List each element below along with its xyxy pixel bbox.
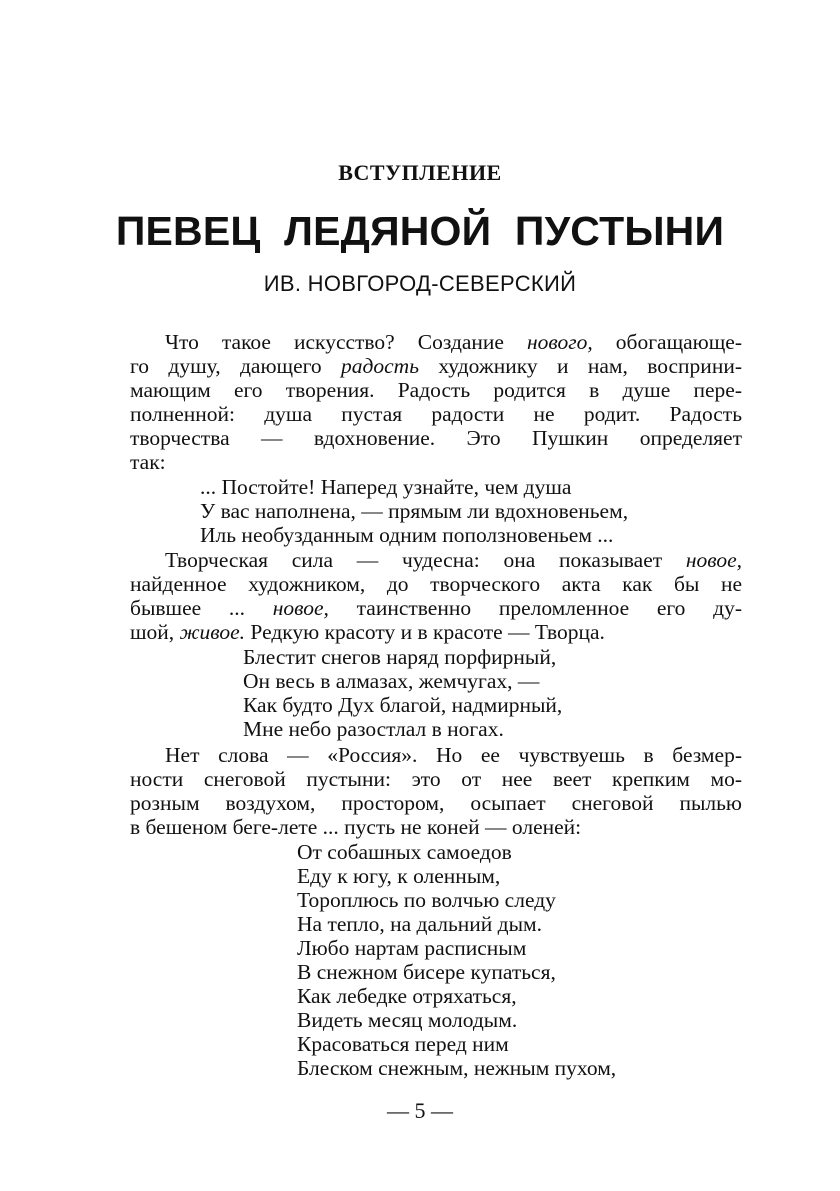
paragraph-3-line: розным воздухом, простором, осыпает снеговой пылью (130, 791, 742, 815)
verse-line: Любо нартам расписным (297, 936, 527, 960)
paragraph-2-line: найденное художником, до творческого акта как бы не (130, 572, 742, 596)
verse-line: Иль необузданным одним поползновеньем ... (200, 523, 614, 547)
paragraph-1-line: мающим его творения. Радость родится в душе пере- (130, 378, 742, 402)
chapter-title: ПЕВЕЦ ЛЕДЯНОЙ ПУСТЫНИ (115, 208, 725, 254)
verse-line: Как лебедке отряхаться, (297, 984, 517, 1008)
paragraph-1-line: Что такое искусство? Создание нового, обогащающе- (165, 330, 742, 354)
verse-line: В снежном бисере купаться, (297, 960, 556, 984)
verse-line: У вас наполнена, — прямым ли вдохновеньем, (200, 499, 629, 523)
paragraph-1-line: творчества — вдохновение. Это Пушкин определяет (130, 426, 742, 450)
paragraph-2-line: шой, живое. Редкую красоту и в красоте — Творца. (130, 620, 605, 644)
paragraph-2-line: Творческая сила — чудесна: она показывает новое, (165, 548, 742, 572)
paragraph-3-line: в бешеном беге-лете ... пусть не коней — оленей: (130, 815, 582, 839)
paragraph-1-line: го душу, дающего радость художнику и нам, восприни- (130, 354, 742, 378)
verse-line: Видеть месяц молодым. (297, 1008, 518, 1032)
verse-line: Тороплюсь по волчью следу (297, 888, 556, 912)
verse-line: Блеском снежным, нежным пухом, (297, 1056, 617, 1080)
verse-line: От собашных самоедов (297, 840, 512, 864)
section-heading: ВСТУПЛЕНИЕ (338, 160, 502, 185)
verse-line: Еду к югу, к оленным, (297, 864, 501, 888)
paragraph-1-line: так: (130, 450, 166, 474)
verse-line: ... Постойте! Наперед узнайте, чем душа (200, 475, 572, 499)
paragraph-3-line: Нет слова — «Россия». Но ее чувствуешь в безмер- (165, 743, 742, 767)
paragraph-2-line: бывшее ... новое, таинственно преломленное его ду- (130, 596, 742, 620)
verse-line: Блестит снегов наряд порфирный, (243, 645, 557, 669)
paragraph-3-line: ности снеговой пустыни: это от нее веет крепким мо- (130, 767, 742, 791)
verse-line: На тепло, на дальний дым. (297, 912, 543, 936)
verse-line: Он весь в алмазах, жемчугах, — (243, 669, 540, 693)
paragraph-1-line: полненной: душа пустая радости не родит. Радость (130, 402, 742, 426)
page-number: — 5 — (387, 1098, 453, 1123)
verse-line: Как будто Дух благой, надмирный, (243, 693, 563, 717)
author-name: ИВ. НОВГОРОД-СЕВЕРСКИЙ (263, 271, 577, 296)
verse-line: Мне небо разостлал в ногах. (243, 717, 504, 741)
verse-line: Красоваться перед ним (297, 1032, 509, 1056)
